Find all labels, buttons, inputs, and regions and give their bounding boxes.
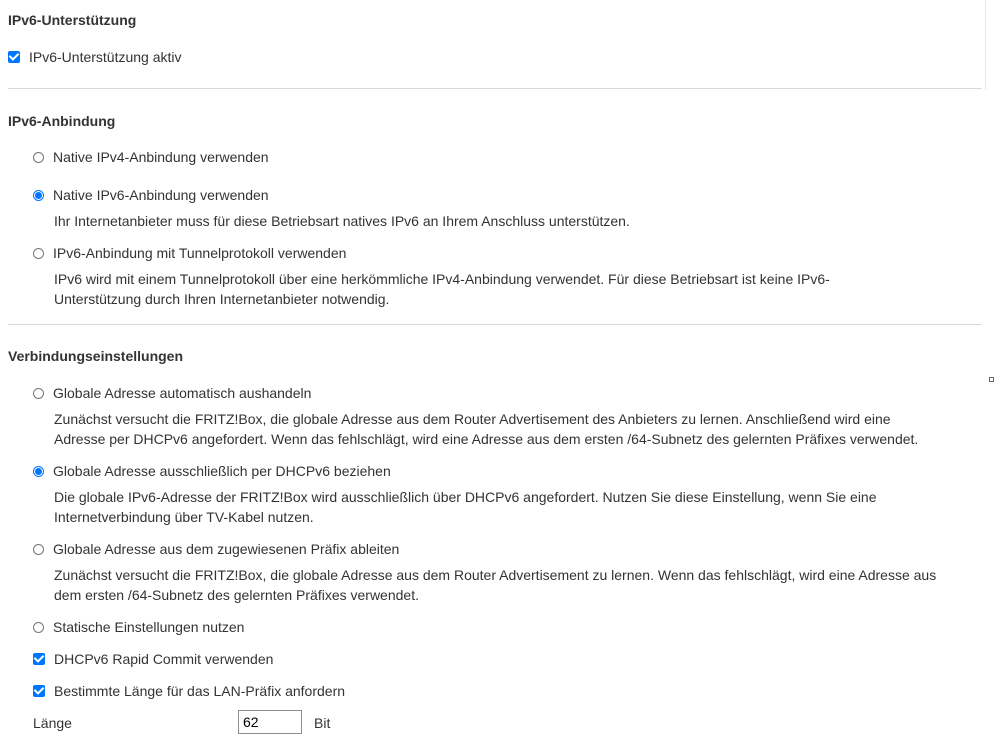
radio-global-dhcpv6[interactable] — [33, 463, 391, 479]
description-line: Die globale IPv6-Adresse der FRITZ!Box wird ausschließlich über DHCPv6 angefordert. Nutzen Sie diese Einstellung, wenn Sie eine — [54, 489, 877, 505]
divider — [8, 88, 982, 89]
prefix-length-label: Bestimmte Länge für das LAN-Präfix anfordern — [54, 683, 346, 699]
rapid-commit-checkbox[interactable] — [33, 651, 273, 667]
description-line: Zunächst versucht die FRITZ!Box, die globale Adresse aus dem Router Advertisement zu lernen. Wenn das fehlschlägt, wird eine Adresse aus — [54, 567, 937, 583]
ipv6-connection-title: IPv6-Anbindung — [8, 113, 116, 129]
radio-unchecked-icon[interactable] — [33, 152, 44, 163]
global-dhcpv6-description — [54, 487, 877, 527]
description-line: Adresse per DHCPv6 angefordert. Wenn das fehlschlägt, wird eine Adresse aus dem ersten /64-Subnetz des gelernten Präfixes verwendet. — [54, 431, 919, 447]
radio-global-dhcpv6-label: Globale Adresse ausschließlich per DHCPv6 beziehen — [53, 463, 391, 479]
global-auto-description — [54, 409, 918, 449]
length-label: Länge — [33, 715, 72, 731]
rapid-commit-label: DHCPv6 Rapid Commit verwenden — [54, 651, 274, 667]
length-input[interactable] — [238, 710, 302, 734]
connection-settings-title: Verbindungseinstellungen — [8, 348, 184, 364]
checkbox-checked-icon[interactable] — [8, 51, 20, 63]
radio-native-ipv6-label: Native IPv6-Anbindung verwenden — [53, 187, 269, 203]
radio-checked-icon[interactable] — [33, 466, 44, 477]
resize-handle-icon[interactable] — [989, 377, 994, 382]
radio-global-prefix-label: Globale Adresse aus dem zugewiesenen Präfix ableiten — [53, 541, 400, 557]
radio-static-settings-label: Statische Einstellungen nutzen — [53, 619, 245, 635]
radio-unchecked-icon[interactable] — [33, 544, 44, 555]
checkbox-checked-icon[interactable] — [33, 685, 45, 697]
radio-native-ipv4-label: Native IPv4-Anbindung verwenden — [53, 149, 269, 165]
description-line: Unterstützung durch Ihren Internetanbieter notwendig. — [54, 291, 390, 307]
description-line: Internetverbindung über TV-Kabel nutzen. — [54, 509, 314, 525]
description-line: Ihr Internetanbieter muss für diese Betriebsart natives IPv6 an Ihrem Anschluss unterstützen. — [54, 213, 630, 229]
radio-checked-icon[interactable] — [33, 190, 44, 201]
tunnel-protocol-description — [54, 269, 830, 309]
radio-tunnel-protocol[interactable] — [33, 245, 346, 261]
radio-native-ipv4[interactable] — [33, 149, 269, 165]
ipv6-support-title: IPv6-Unterstützung — [8, 12, 137, 28]
panel-edge — [985, 0, 986, 90]
ipv6-support-active-label: IPv6-Unterstützung aktiv — [29, 49, 182, 65]
radio-unchecked-icon[interactable] — [33, 248, 44, 259]
length-unit: Bit — [314, 715, 331, 731]
prefix-length-checkbox[interactable] — [33, 683, 345, 699]
radio-global-prefix[interactable] — [33, 541, 399, 557]
description-line: dem ersten /64-Subnetz des gelernten Präfixes verwendet. — [54, 587, 419, 603]
native-ipv6-description — [54, 211, 630, 231]
radio-native-ipv6[interactable] — [33, 187, 269, 203]
divider — [8, 324, 982, 325]
radio-unchecked-icon[interactable] — [33, 388, 44, 399]
description-line: IPv6 wird mit einem Tunnelprotokoll über eine herkömmliche IPv4-Anbindung verwendet. Für diese Betriebsart ist keine IPv6- — [54, 271, 830, 287]
radio-tunnel-protocol-label: IPv6-Anbindung mit Tunnelprotokoll verwenden — [53, 245, 347, 261]
ipv6-support-active-checkbox[interactable] — [8, 49, 182, 65]
description-line: Zunächst versucht die FRITZ!Box, die globale Adresse aus dem Router Advertisement des Anbieters zu lernen. Anschließend wird eine — [54, 411, 891, 427]
global-prefix-description — [54, 565, 936, 605]
radio-unchecked-icon[interactable] — [33, 622, 44, 633]
radio-global-auto-label: Globale Adresse automatisch aushandeln — [53, 385, 312, 401]
checkbox-checked-icon[interactable] — [33, 653, 45, 665]
radio-global-auto[interactable] — [33, 385, 311, 401]
radio-static-settings[interactable] — [33, 619, 244, 635]
